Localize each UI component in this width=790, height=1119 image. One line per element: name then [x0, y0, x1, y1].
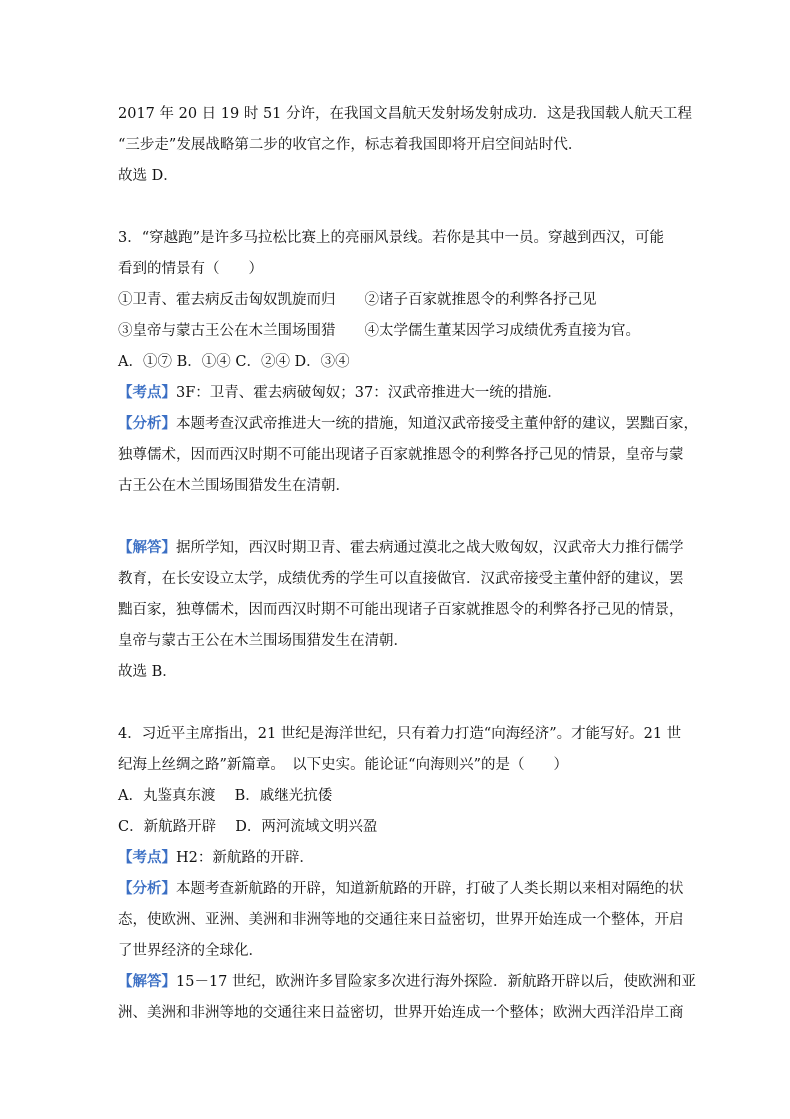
- q3-jieda-line-2: 教育，在长安设立太学，成绩优秀的学生可以直接做官．汉武帝接受主董仲舒的建议，罢: [118, 571, 684, 587]
- q4-kaodian: [118, 848, 314, 868]
- q4-choices-row-1: A．丸鉴真东渡 B．戚继光抗倭: [118, 788, 333, 804]
- q4-stem-line-2: 纪海上丝绸之路”新篇章。 以下史实。能论证“向海则兴”的是（ ）: [118, 757, 568, 773]
- prev-answer-line-1: 2017 年 20 日 19 时 51 分许，在我国文昌航天发射场发射成功．这是我国载人航天工程: [118, 106, 693, 122]
- q4-choices-row-2: C．新航路开辟 D．两河流域文明兴盈: [118, 819, 378, 835]
- q3-options-row-2: ③皇帝与蒙古王公在木兰围场围猎 ④太学儒生董某因学习成绩优秀直接为官。: [118, 323, 640, 339]
- prev-answer-choice: 故选 D．: [118, 168, 178, 184]
- kaodian-text: H2：新航路的开辟．: [176, 850, 314, 866]
- q4-fenxi-line-1: [118, 879, 684, 899]
- q4-fenxi-line-2: 态，使欧洲、亚洲、美洲和非洲等地的交通往来日益密切，世界开始连成一个整体，开启: [118, 912, 684, 928]
- fenxi-text: 本题考查新航路的开辟，知道新航路的开辟，打破了人类长期以来相对隔绝的状: [176, 881, 684, 897]
- q3-choices: A．①⑦ B．①④ C．②④ D．③④: [118, 354, 350, 370]
- jieda-text: 据所学知，西汉时期卫青、霍去病通过漠北之战大败匈奴，汉武帝大力推行儒学: [176, 540, 684, 556]
- kaodian-text: 3F：卫青、霍去病破匈奴；37：汉武帝推进大一统的措施．: [176, 385, 562, 401]
- q3-stem-line-2: 看到的情景有（ ）: [118, 261, 263, 277]
- fenxi-text: 本题考查汉武帝推进大一统的措施，知道汉武帝接受主董仲舒的建议，罢黜百家，: [176, 416, 698, 432]
- kaodian-tag: 【考点】: [118, 849, 176, 866]
- q3-fenxi-line-2: 独尊儒术，因而西汉时期不可能出现诸子百家就推恩令的利弊各抒己见的情景，皇帝与蒙: [118, 447, 684, 463]
- fenxi-tag: 【分析】: [118, 415, 176, 432]
- fenxi-tag: 【分析】: [118, 880, 176, 897]
- q4-stem-line-1: 4．习近平主席指出，21 世纪是海洋世纪，只有着力打造“向海经济”。才能写好。21 世: [118, 726, 682, 742]
- q3-fenxi-line-3: 古王公在木兰围场围猎发生在清朝．: [118, 478, 350, 494]
- jieda-text: 15－17 世纪，欧洲许多冒险家多次进行海外探险．新航路开辟以后，使欧洲和亚: [176, 974, 697, 990]
- q3-fenxi-line-1: [118, 414, 698, 434]
- q3-kaodian: [118, 383, 562, 403]
- kaodian-tag: 【考点】: [118, 384, 176, 401]
- jieda-tag: 【解答】: [118, 973, 176, 990]
- q3-stem-line-1: 3．“穿越跑”是许多马拉松比赛上的亮丽风景线。若你是其中一员。穿越到西汉，可能: [118, 230, 665, 246]
- q4-jieda-line-1: [118, 972, 696, 992]
- q3-jieda-line-3: 黜百家，独尊儒术，因而西汉时期不可能出现诸子百家就推恩令的利弊各抒己见的情景，: [118, 602, 684, 618]
- prev-answer-line-2: “三步走”发展战略第二步的收官之作，标志着我国即将开启空间站时代．: [118, 137, 583, 153]
- q3-jieda-line-1: [118, 538, 684, 558]
- q3-jieda-line-4: 皇帝与蒙古王公在木兰围场围猎发生在清朝．: [118, 633, 408, 649]
- jieda-tag: 【解答】: [118, 539, 176, 556]
- q4-fenxi-line-3: 了世界经济的全球化．: [118, 943, 263, 959]
- q3-answer: 故选 B．: [118, 664, 177, 680]
- q3-options-row-1: ①卫青、霍去病反击匈奴凯旋而归 ②诸子百家就推恩令的利弊各抒己见: [118, 292, 597, 308]
- q4-jieda-line-2: 洲、美洲和非洲等地的交通往来日益密切，世界开始连成一个整体；欧洲大西洋沿岸工商: [118, 1005, 684, 1021]
